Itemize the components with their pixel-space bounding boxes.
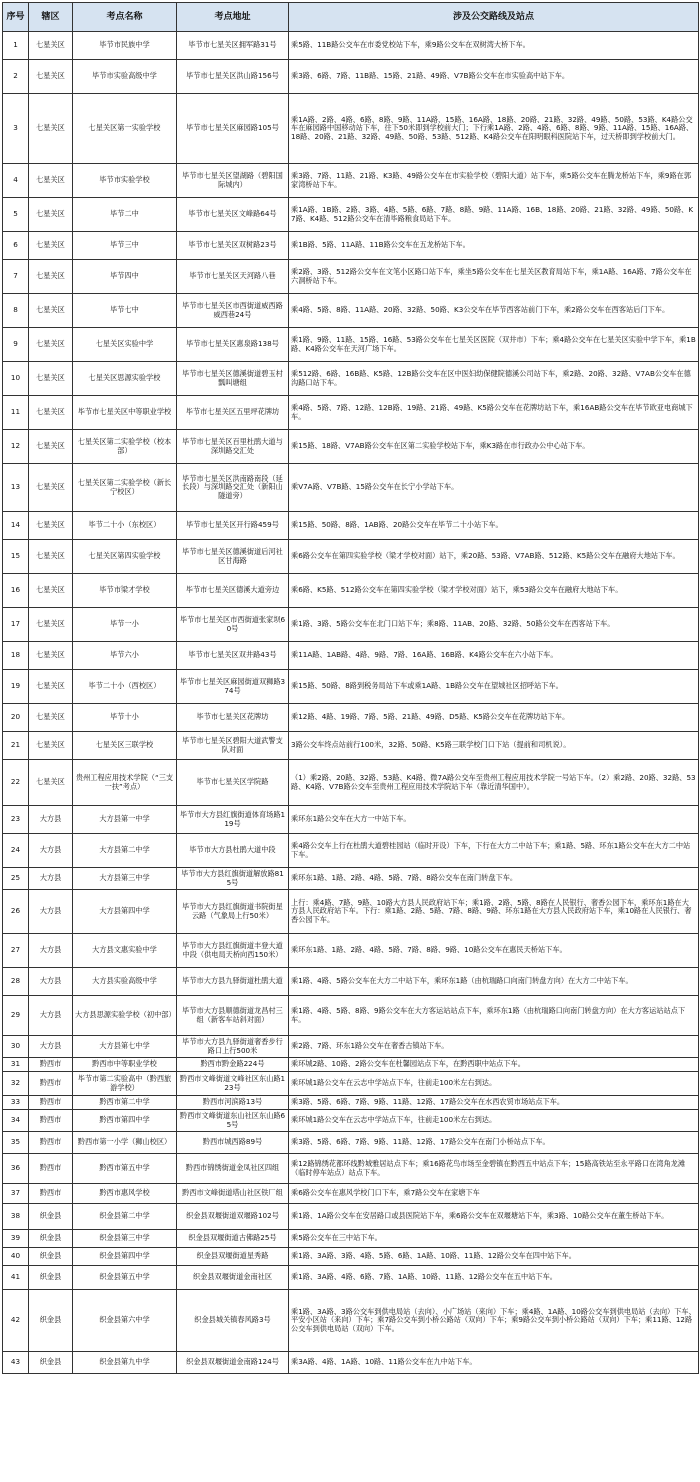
cell-district: 大方县 [29,934,73,968]
cell-site-address: 毕节市大方县红旗街道书院街星云路（气象局上行50米） [177,890,289,934]
cell-site-address: 织金县双堰街道星秀路 [177,1248,289,1266]
table-row [3,540,699,574]
cell-index: 27 [3,934,29,968]
cell-bus-routes: 乘1A路、1B路、2路、3路、4路、5路、6路、7路、8路、9路、11A路、16B、18路、20路、21路、32路、49路、50路、K7路、K4路、512路公交车在清毕路粮食局站下车。 [289,198,699,232]
cell-bus-routes: 乘2路、3路、512路公交车在文笔小区路口站下车，乘坐5路公交车在七星关区教育局站下车，乘1A路、16A路、7路公交车在六洞桥站下车。 [289,260,699,294]
table-row [3,1154,699,1184]
cell-site-address: 毕节市七星关区双树路23号 [177,232,289,260]
cell-index: 18 [3,642,29,670]
cell-site-name: 大方县思源实验学校（初中部） [73,996,177,1036]
cell-site-address: 毕节市大方县杜鹃大道中段 [177,834,289,868]
cell-site-name: 织金县第五中学 [73,1266,177,1290]
cell-bus-routes: 乘3A路、4路、1A路、10路、11路公交车在九中站下车。 [289,1352,699,1374]
table-row [3,574,699,608]
cell-site-name: 七星关区思源实验学校 [73,362,177,396]
table-row [3,60,699,94]
cell-bus-routes: 乘15路、50路、8路、1AB路、20路公交车在毕节二十小站下车。 [289,512,699,540]
cell-site-name: 黔西市第一小学（狮山校区） [73,1132,177,1154]
header-district: 辖区 [29,3,73,32]
cell-district: 七星关区 [29,540,73,574]
cell-district: 七星关区 [29,608,73,642]
cell-index: 40 [3,1248,29,1266]
cell-site-address: 毕节市七星关区百里杜鹃大道与深圳路交汇处 [177,430,289,464]
cell-bus-routes: 上行：乘4路、7路、9路、10路大方县人民政府站下车；乘1路、2路、5路、8路在人民银行、奢香公园下车，乘环东1路在大方县人民政府站下车。下行：乘1路、2路、5路、7路、8路、9路、环东1路在大方县人民政府站下车，乘10路在人民银行、奢香公园下车。 [289,890,699,934]
cell-site-address: 黔西市黔金路224号 [177,1058,289,1072]
cell-site-address: 织金县双堰街道金南社区 [177,1266,289,1290]
header-index: 序号 [3,3,29,32]
cell-bus-routes: 乘环东1路、1路、2路、4路、5路、7路、8路、9路、10路公交车在惠民天桥站下车。 [289,934,699,968]
cell-bus-routes: 乘4路、5路、7路、12路、12B路、19路、21路、49路、K5路公交车在花牌坊站下车，乘16AB路公交车在毕节欧亚电商城下车。 [289,396,699,430]
cell-site-name: 七星关区第二实验学校（新长宁校区） [73,464,177,512]
cell-index: 43 [3,1352,29,1374]
table-row [3,430,699,464]
cell-site-name: 大方县第七中学 [73,1036,177,1058]
cell-bus-routes: 乘3路、6路、7路、11B路、15路、21路、49路、V7B路公交车在市实验高中站下车。 [289,60,699,94]
table-row [3,1132,699,1154]
cell-index: 13 [3,464,29,512]
cell-site-name: 七星关区第二实验学校（校本部） [73,430,177,464]
cell-index: 14 [3,512,29,540]
cell-district: 七星关区 [29,430,73,464]
cell-index: 11 [3,396,29,430]
cell-index: 17 [3,608,29,642]
cell-index: 1 [3,32,29,60]
cell-site-address: 毕节市七星关区洪山路156号 [177,60,289,94]
cell-index: 36 [3,1154,29,1184]
cell-site-name: 毕节市实验高级中学 [73,60,177,94]
cell-district: 七星关区 [29,94,73,164]
cell-site-address: 毕节市大方县红旗街道解放路815号 [177,868,289,890]
cell-index: 19 [3,670,29,704]
cell-bus-routes: 乘4路、5路、8路、11A路、20路、32路、50路、K3公交车在毕节西客站前门下车，乘2路公交车在西客站后门下车。 [289,294,699,328]
table-row [3,1266,699,1290]
cell-site-name: 毕节市梁才学校 [73,574,177,608]
cell-site-address: 毕节市大方县九驿街道奢香步行路口上行500米 [177,1036,289,1058]
table-row [3,512,699,540]
cell-site-address: 织金县双堰街道古佛路25号 [177,1230,289,1248]
cell-bus-routes: 乘512路、6路、16B路、K5路、12B路公交车在区中医妇幼保健院德溪公司站下车，乘2路、20路、32路、V7AB公交车在德沟路口站下车。 [289,362,699,396]
cell-index: 33 [3,1096,29,1110]
cell-index: 29 [3,996,29,1036]
cell-site-name: 黔西市第四中学 [73,1110,177,1132]
table-row [3,396,699,430]
cell-district: 黔西市 [29,1184,73,1204]
cell-site-name: 织金县第三中学 [73,1230,177,1248]
cell-district: 七星关区 [29,732,73,760]
cell-index: 30 [3,1036,29,1058]
cell-site-name: 大方县实验高级中学 [73,968,177,996]
cell-site-address: 黔西市文峰街道塔山社区铁厂组 [177,1184,289,1204]
table-row [3,232,699,260]
cell-bus-routes: 乘1路、4路、5路公交车在大方二中站下车，乘环东1路（由杭瑞路口向南门转盘方向）在大方二中站下车。 [289,968,699,996]
cell-bus-routes: 乘环城2路、10路、2路公交车在杜馨园站点下车，在黔西职中站点下车。 [289,1058,699,1072]
cell-index: 26 [3,890,29,934]
cell-site-address: 毕节市七星关区望湖路（碧阳国际城内） [177,164,289,198]
cell-bus-routes: 乘环东1路公交车在大方一中站下车。 [289,806,699,834]
cell-index: 37 [3,1184,29,1204]
cell-site-address: 毕节市大方县红旗街道丰登大道中段（供电局天桥向西150米） [177,934,289,968]
table-row [3,94,699,164]
header-bus-routes: 涉及公交路线及站点 [289,3,699,32]
cell-site-address: 织金县双堰街道金南路124号 [177,1352,289,1374]
cell-site-address: 毕节市七星关区麻园路105号 [177,94,289,164]
cell-district: 大方县 [29,996,73,1036]
header-site-name: 考点名称 [73,3,177,32]
cell-index: 22 [3,760,29,806]
cell-district: 黔西市 [29,1058,73,1072]
cell-district: 七星关区 [29,232,73,260]
cell-site-address: 毕节市七星关区麻园街道双狮路374号 [177,670,289,704]
table-row [3,1184,699,1204]
cell-district: 七星关区 [29,574,73,608]
cell-district: 大方县 [29,868,73,890]
cell-district: 七星关区 [29,704,73,732]
cell-bus-routes: 乘4路公交车上行在杜鹃大道碧桂园站（临时开设）下车，下行在大方二中站下车；乘1路、5路、环东1路公交车在大方二中站下车。 [289,834,699,868]
cell-site-address: 毕节市七星关区惠泉路138号 [177,328,289,362]
cell-district: 七星关区 [29,164,73,198]
table-row [3,704,699,732]
cell-district: 黔西市 [29,1072,73,1096]
cell-district: 黔西市 [29,1110,73,1132]
table-row [3,760,699,806]
table-row [3,934,699,968]
cell-bus-routes: 乘3路、5路、6路、7路、9路、11路、12路、17路公交车在水西农贸市场站点下车。 [289,1096,699,1110]
cell-site-address: 毕节市七星关区五里坪花牌坊 [177,396,289,430]
cell-site-address: 毕节市七星关区德溪街道碧玉村瓢叫塘组 [177,362,289,396]
cell-site-name: 毕节七中 [73,294,177,328]
cell-site-address: 毕节市大方县九驿街道杜鹃大道 [177,968,289,996]
cell-site-name: 毕节一小 [73,608,177,642]
cell-index: 7 [3,260,29,294]
cell-site-name: 大方县第二中学 [73,834,177,868]
cell-district: 七星关区 [29,32,73,60]
cell-district: 大方县 [29,806,73,834]
cell-bus-routes: 乘12路、4路、19路、7路、5路、21路、49路、D5路、K5路公交车在花牌坊站下车。 [289,704,699,732]
cell-site-address: 黔西市河滨路13号 [177,1096,289,1110]
cell-index: 24 [3,834,29,868]
cell-site-name: 毕节三中 [73,232,177,260]
cell-site-name: 七星关区三联学校 [73,732,177,760]
cell-site-address: 毕节市七星关区市西街道威西路威西巷24号 [177,294,289,328]
cell-index: 34 [3,1110,29,1132]
cell-bus-routes: 乘1路、3路、5路公交车在北门口站下车；乘8路、11AB、20路、32路、50路公交车在西客站下车。 [289,608,699,642]
table-row [3,1204,699,1230]
cell-site-address: 黔西市文峰街道东山社区东山路65号 [177,1110,289,1132]
table-row [3,294,699,328]
cell-site-address: 毕节市大方县顺德街道龙昌村三组（新客车站斜对面） [177,996,289,1036]
cell-site-name: 大方县第四中学 [73,890,177,934]
table-row [3,670,699,704]
cell-site-name: 黔西市第五中学 [73,1154,177,1184]
table-row [3,996,699,1036]
table-row [3,1290,699,1352]
cell-site-name: 毕节市第二实验高中（黔西旅游学校） [73,1072,177,1096]
table-row [3,328,699,362]
cell-district: 七星关区 [29,760,73,806]
cell-bus-routes: 乘6路公交车在惠风学校门口下车，乘7路公交车在家塘下车 [289,1184,699,1204]
cell-site-address: 黔西市锦绣街道金凤社区四组 [177,1154,289,1184]
cell-site-name: 毕节市民族中学 [73,32,177,60]
table-row [3,806,699,834]
cell-site-address: 毕节市七星关区德溪街道后河社区甘海路 [177,540,289,574]
cell-index: 32 [3,1072,29,1096]
table-row [3,362,699,396]
cell-district: 七星关区 [29,396,73,430]
table-row [3,1072,699,1096]
cell-district: 七星关区 [29,328,73,362]
cell-site-name: 贵州工程应用技术学院（“三支一扶”考点） [73,760,177,806]
cell-index: 35 [3,1132,29,1154]
cell-site-name: 织金县第六中学 [73,1290,177,1352]
table-row [3,198,699,232]
cell-site-address: 毕节市七星关区双井路43号 [177,642,289,670]
table-row [3,1110,699,1132]
cell-index: 5 [3,198,29,232]
table-row [3,834,699,868]
cell-site-address: 毕节市七星关区开行路459号 [177,512,289,540]
cell-district: 黔西市 [29,1132,73,1154]
cell-bus-routes: 乘1路、3A路、3路公交车到供电局站（去向）、小广场站（来向）下车；乘4路、1A路、10路公交车到供电局站（去向）下车、平安小区站（来向）下车；乘7路公交车到小桥公路站（双向）下车；乘9路公交车到小桥公路站（双向）下车；乘11路、12路公交车到供电局站（双向）下车。 [289,1290,699,1352]
cell-district: 织金县 [29,1230,73,1248]
table-row [3,1230,699,1248]
cell-index: 3 [3,94,29,164]
cell-bus-routes: 乘6路公交车在第四实验学校（梁才学校对面）站下，乘20路、53路、V7AB路、512路、K5路公交车在融府大地站下车。 [289,540,699,574]
cell-site-address: 织金县城关镇春风路3号 [177,1290,289,1352]
cell-district: 织金县 [29,1266,73,1290]
table-row [3,968,699,996]
cell-index: 15 [3,540,29,574]
table-row [3,1058,699,1072]
cell-site-name: 毕节二十小（东校区） [73,512,177,540]
cell-index: 12 [3,430,29,464]
cell-bus-routes: 乘环城1路公交车在云志中学站点下车，往前走100米左右到达。 [289,1072,699,1096]
cell-district: 大方县 [29,834,73,868]
cell-site-name: 大方县第三中学 [73,868,177,890]
cell-site-name: 黔西市第二中学 [73,1096,177,1110]
cell-site-name: 七星关区第一实验学校 [73,94,177,164]
table-row [3,164,699,198]
cell-site-name: 织金县第九中学 [73,1352,177,1374]
cell-district: 七星关区 [29,260,73,294]
cell-index: 31 [3,1058,29,1072]
cell-bus-routes: 乘1路、9路、11路、15路、16路、53路公交车在七星关区医院（双井市）下车；乘4路公交车在七星关区实验中学下车，乘1B路、K4路公交车在天河广场下车。 [289,328,699,362]
cell-district: 黔西市 [29,1096,73,1110]
cell-bus-routes: 乘15路、50路、8路到税务局站下车或乘1A路、1B路公交车在望城社区招呼站下车。 [289,670,699,704]
cell-district: 织金县 [29,1248,73,1266]
cell-index: 28 [3,968,29,996]
header-site-address: 考点地址 [177,3,289,32]
cell-index: 20 [3,704,29,732]
cell-district: 七星关区 [29,642,73,670]
table-row [3,608,699,642]
cell-site-address: 毕节市七星关区市西街道张家坝60号 [177,608,289,642]
cell-site-address: 毕节市七星关区碧阳大道武警支队对面 [177,732,289,760]
cell-district: 织金县 [29,1204,73,1230]
cell-index: 8 [3,294,29,328]
cell-site-name: 织金县第二中学 [73,1204,177,1230]
cell-site-address: 黔西市城西路89号 [177,1132,289,1154]
cell-bus-routes: 乘15路、18路、V7AB路公交车在区第二实验学校站下车，乘K3路在市行政办公中心站下车。 [289,430,699,464]
cell-index: 6 [3,232,29,260]
cell-bus-routes: 乘环城1路公交车在云志中学站点下车，往前走100米左右到达。 [289,1110,699,1132]
cell-site-name: 大方县文惠实验中学 [73,934,177,968]
cell-district: 七星关区 [29,512,73,540]
table-row [3,1036,699,1058]
cell-site-address: 毕节市七星关区学院路 [177,760,289,806]
table-row [3,868,699,890]
cell-bus-routes: 乘3路、5路、6路、7路、9路、11路、12路、17路公交车在南门小桥站点下车。 [289,1132,699,1154]
cell-index: 4 [3,164,29,198]
cell-site-address: 毕节市大方县红旗街道体育场路119号 [177,806,289,834]
cell-district: 七星关区 [29,198,73,232]
table-row [3,732,699,760]
cell-site-name: 七星关区实验中学 [73,328,177,362]
cell-district: 七星关区 [29,670,73,704]
cell-site-name: 毕节二中 [73,198,177,232]
cell-bus-routes: 乘1路、1A路公交车在安居路口或县医院站下车，乘6路公交车在双堰塘站下车，乘3路、10路公交车在董生桥站下车。 [289,1204,699,1230]
cell-index: 21 [3,732,29,760]
cell-district: 黔西市 [29,1154,73,1184]
cell-index: 2 [3,60,29,94]
cell-bus-routes: 乘V7A路、V7B路、15路公交车在长宁小学站下车。 [289,464,699,512]
cell-bus-routes: 乘1路、3A路、3路、4路、5路、6路、1A路、10路、11路、12路公交车在四中站下车。 [289,1248,699,1266]
cell-bus-routes: （1）乘2路、20路、32路、53路、K4路、微7A路公交车至贵州工程应用技术学院一号站下车。（2）乘2路、20路、32路、53路、K4路、V7B路公交车至贵州工程应用技术学院站下车（靠近清华国中）。 [289,760,699,806]
cell-index: 39 [3,1230,29,1248]
cell-site-name: 毕节六小 [73,642,177,670]
cell-district: 织金县 [29,1290,73,1352]
cell-bus-routes: 乘1B路、5路、11A路、11B路公交车在五龙桥站下车。 [289,232,699,260]
cell-index: 9 [3,328,29,362]
cell-site-name: 毕节市七星关区中等职业学校 [73,396,177,430]
cell-site-name: 黔西市惠风学校 [73,1184,177,1204]
cell-district: 七星关区 [29,362,73,396]
cell-bus-routes: 乘3路、7路、11路、21路、K3路、49路公交车在市实验学校（碧阳大道）站下车，乘5路公交车在腾龙桥站下车，乘9路在郭家湾桥站下车。 [289,164,699,198]
cell-site-address: 毕节市七星关区拥军路31号 [177,32,289,60]
cell-bus-routes: 乘1路、4路、5路、8路、9路公交车在大方客运站站点下车，乘环东1路（由杭瑞路口向南门转盘方向）在大方客运站站点下车。 [289,996,699,1036]
cell-site-name: 黔西市中等职业学校 [73,1058,177,1072]
cell-site-address: 黔西市文峰街道文峰社区东山路123号 [177,1072,289,1096]
table-row [3,1248,699,1266]
cell-bus-routes: 乘5路、11B路公交车在市委党校站下车，乘9路公交车在双树湾大桥下车。 [289,32,699,60]
cell-bus-routes: 乘环东1路、1路、2路、4路、5路、7路、8路公交车在南门转盘下车。 [289,868,699,890]
cell-index: 25 [3,868,29,890]
table-row [3,32,699,60]
cell-site-name: 毕节市实验学校 [73,164,177,198]
cell-site-name: 织金县第四中学 [73,1248,177,1266]
cell-bus-routes: 乘2路、7路、环东1路公交车在奢香古镇站下车。 [289,1036,699,1058]
cell-district: 七星关区 [29,464,73,512]
cell-bus-routes: 乘11A路、1AB路、4路、9路、7路、16A路、16B路、K4路公交车在六小站下车。 [289,642,699,670]
table-row [3,1096,699,1110]
cell-site-name: 毕节十小 [73,704,177,732]
cell-index: 23 [3,806,29,834]
cell-site-address: 毕节市七星关区花牌坊 [177,704,289,732]
cell-site-name: 七星关区第四实验学校 [73,540,177,574]
cell-district: 大方县 [29,890,73,934]
table-row [3,1352,699,1374]
table-header-row [3,3,699,32]
cell-district: 七星关区 [29,294,73,328]
cell-site-address: 毕节市七星关区洪南路南段（延长段）与深圳路交汇处（新阳山隧道旁） [177,464,289,512]
cell-bus-routes: 乘5路公交车在三中站下车。 [289,1230,699,1248]
cell-index: 38 [3,1204,29,1230]
cell-bus-routes: 乘12路锦绣花都环线黔城雅居站点下车；乘16路花鸟市场至金碧镇在黔西五中站点下车；15路高铁站至永平路口在湾角龙滩（临时停车站点）站点下车。 [289,1154,699,1184]
table-row [3,890,699,934]
table-row [3,464,699,512]
exam-site-table [2,2,699,1374]
cell-site-name: 毕节二十小（西校区） [73,670,177,704]
cell-index: 16 [3,574,29,608]
cell-index: 10 [3,362,29,396]
cell-district: 大方县 [29,1036,73,1058]
cell-site-name: 毕节四中 [73,260,177,294]
cell-site-address: 织金县双堰街道双堰路102号 [177,1204,289,1230]
cell-site-name: 大方县第一中学 [73,806,177,834]
cell-index: 41 [3,1266,29,1290]
cell-district: 织金县 [29,1352,73,1374]
cell-district: 大方县 [29,968,73,996]
cell-site-address: 毕节市七星关区德溪大道旁边 [177,574,289,608]
cell-bus-routes: 3路公交车终点站前行100米，32路、50路、K5路三联学校门口下站（提前和司机说）。 [289,732,699,760]
cell-site-address: 毕节市七星关区文峰路64号 [177,198,289,232]
cell-bus-routes: 乘6路、K5路、512路公交车在第四实验学校（梁才学校对面）站下，乘53路公交车在融府大地站下车。 [289,574,699,608]
cell-bus-routes: 乘1A路、2路、4路、6路、8路、9路、11A路、15路、16A路、18路、20路、21路、32路、49路、50路、53路、K4路公交车在麻园路中国移动站下车，往下50米即到学校前大门；下行乘1A路、2路、4路、6路、8路、9路、11A路、15路、16A路、18路、20路、21路、32路、49路、50路、53路、512路、K4路公交车在阳明眼科医院站下车，过天桥即到学校前大门。 [289,94,699,164]
table-row [3,642,699,670]
cell-index: 42 [3,1290,29,1352]
cell-bus-routes: 乘1路、3A路、4路、6路、7路、1A路、10路、11路、12路公交车在五中站下车。 [289,1266,699,1290]
cell-site-address: 毕节市七星关区天河路八巷 [177,260,289,294]
table-row [3,260,699,294]
cell-district: 七星关区 [29,60,73,94]
